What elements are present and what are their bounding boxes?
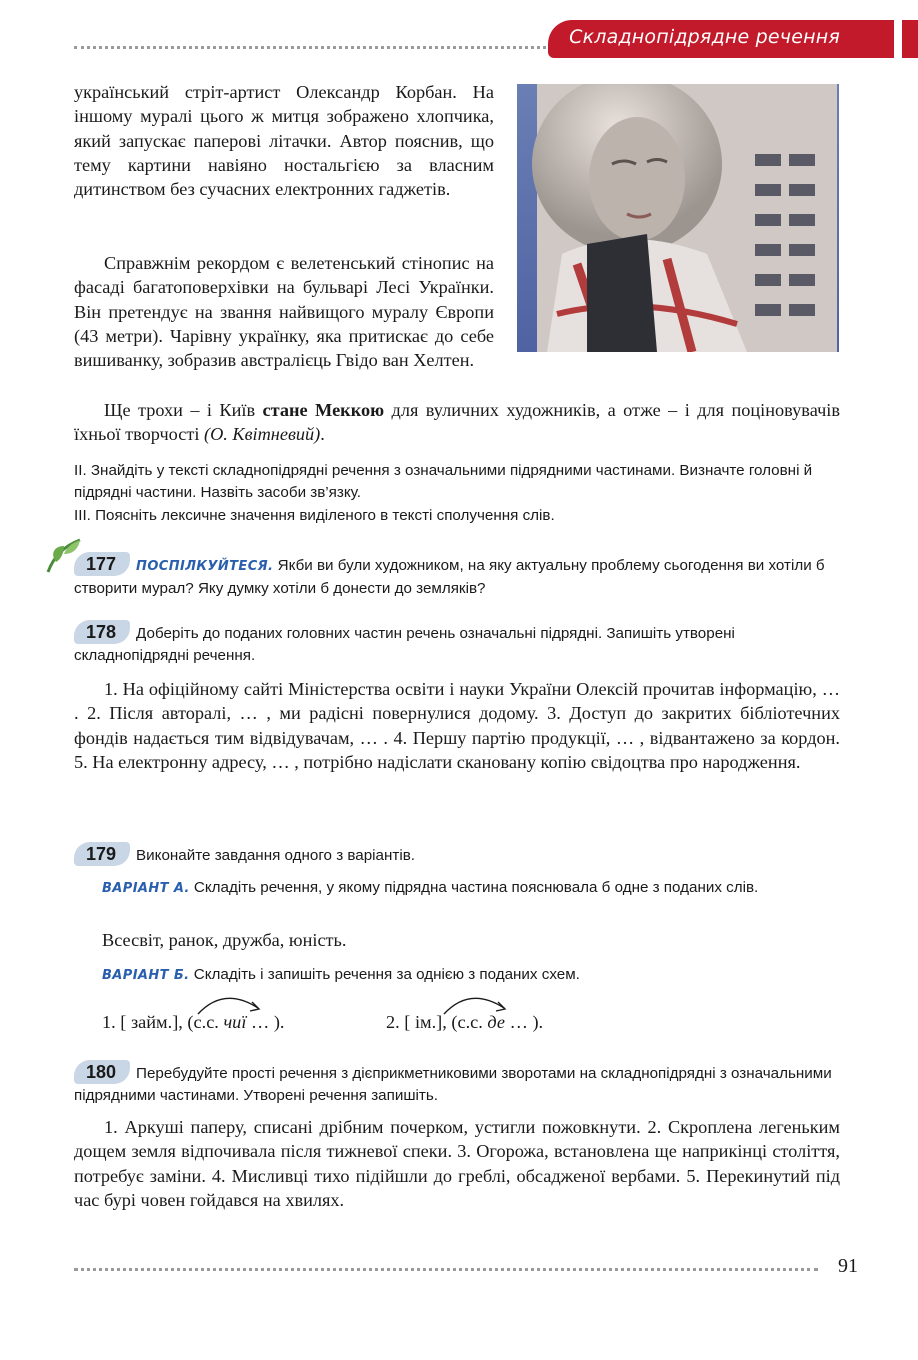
- reading-paragraph-1: український стріт-артист Олександр Корбан. На іншому муралі цього ж митця зображено хлопчика, який запускає паперові літачки. Автор пояснив, що тему картини навіяно ностальгією за власним дитинством без сучасних електронних гаджетів.: [74, 82, 494, 200]
- scheme-2-arrow-icon: [440, 992, 512, 1018]
- scheme-1-end: … ).: [246, 1012, 285, 1032]
- exercise-180-instruction: [74, 1060, 842, 1107]
- variant-b-text: Складіть і запишіть речення за однією з поданих схем.: [189, 966, 580, 983]
- scheme-1-word: чиї: [223, 1012, 247, 1032]
- scheme-1-arrow-icon: [194, 992, 266, 1018]
- variant-a-text: Складіть речення, у якому підрядна частина пояснювала б одне з поданих слів.: [189, 879, 759, 896]
- scheme-2-word: де: [487, 1012, 506, 1032]
- exercise-number-badge: 178: [74, 620, 130, 644]
- reading-paragraph-2: Справжнім рекордом є велетенський стінопис на фасаді багатоповерхівки на бульварі Лесі Українки. Він претендує на звання найвищого муралу Європи (43 метри). Чарівну українку, яка притискає до себе вишиванку, зобразив австралієць Гвідо ван Хелтен.: [74, 253, 494, 371]
- exercise-178-instruction: [74, 620, 842, 667]
- scheme-2-start: 2. [ ім.], (с.с.: [386, 1012, 488, 1032]
- discussion-label: ПОСПІЛКУЙТЕСЯ.: [136, 559, 274, 574]
- exercise-179-instruction: [74, 842, 842, 867]
- variant-a-label: ВАРІАНТ А.: [102, 881, 190, 896]
- exercise-178-instruction-text: Доберіть до поданих головних частин речень означальні підрядні. Запишіть утворені складнопідрядні речення.: [74, 625, 735, 664]
- exercise-number-badge: 179: [74, 842, 130, 866]
- scheme-2-end: … ).: [505, 1012, 544, 1032]
- variant-a: [74, 877, 840, 900]
- exercise-180-instruction-text: Перебудуйте прості речення з дієприкметниковими зворотами на складнопідрядні з означальними підрядними частинами. Утворені речення запишіть.: [74, 1065, 832, 1104]
- page-number: 91: [838, 1255, 858, 1277]
- scheme-1-start: 1. [ займ.], (с.с.: [102, 1012, 224, 1032]
- footer-dotted-line: [74, 1268, 818, 1271]
- exercise-177: [74, 552, 842, 600]
- exercise-180-sentences: 1. Аркуші паперу, списані дрібним почерком, устигли пожовкнути. 2. Скроплена легеньким дощем земля відпочивала після тижневої спеки. 3. Огорожа, встановлена ще наприкінці століття, потребує заміни. 4. Мисливці тихо підійшли до греблі, обсадженої вербами. 5. Перекинутий під час бурі човен гойдався на хвилях.: [74, 1117, 840, 1210]
- author-attribution: (О. Квітневий): [204, 424, 321, 445]
- task-3: III. Поясніть лексичне значення виділеного в тексті сполучення слів.: [74, 507, 555, 524]
- p3-end: .: [320, 424, 325, 445]
- mural-photo: [517, 84, 839, 352]
- task-2: II. Знайдіть у тексті складнопідрядні речення з означальними підрядними частинами. Визначте головні й підрядні частини. Назвіть засоби зв’язку.: [74, 462, 813, 501]
- exercise-178-sentences: 1. На офіційному сайті Міністерства освіти і науки України Олексій прочитав інформацію, … . 2. Після авторалі, … , ми радісні повернулися додому. 3. Доступ до закритих бібліотечних фондів надається тим відвідувачам, … . 4. Першу партію продукції, … , відвантажено за кордон. 5. На електронну адресу, … , потрібно надіслати скановану копію свідоцтва про народження.: [74, 679, 840, 772]
- exercise-number-badge: 180: [74, 1060, 130, 1084]
- reading-paragraph-3: [74, 398, 840, 447]
- variant-b: [102, 964, 842, 987]
- word-list: Всесвіт, ранок, дружба, юність.: [102, 930, 347, 950]
- p3-after: для вуличних художників, а отже – і для поціновувачів їхньої творчості: [74, 400, 840, 445]
- header-dotted-line: [74, 46, 552, 49]
- chapter-title: Складнопідрядне речення: [569, 26, 840, 48]
- exercise-number-badge: 177: [74, 552, 130, 576]
- p3-before: Ще трохи – і Київ: [104, 400, 263, 420]
- chapter-header-tab: [548, 20, 894, 58]
- exercise-177-text: Якби ви були художником, на яку актуальну проблему сьогодення ви хотіли б створити мурал? Яку думку хотіли б донести до земляків?: [74, 557, 825, 597]
- exercise-179-instruction-text: Виконайте завдання одного з варіантів.: [136, 847, 416, 864]
- variant-b-label: ВАРІАНТ Б.: [102, 968, 190, 983]
- highlighted-phrase: стане Меккою: [262, 400, 385, 420]
- header-edge-marker: [902, 20, 918, 58]
